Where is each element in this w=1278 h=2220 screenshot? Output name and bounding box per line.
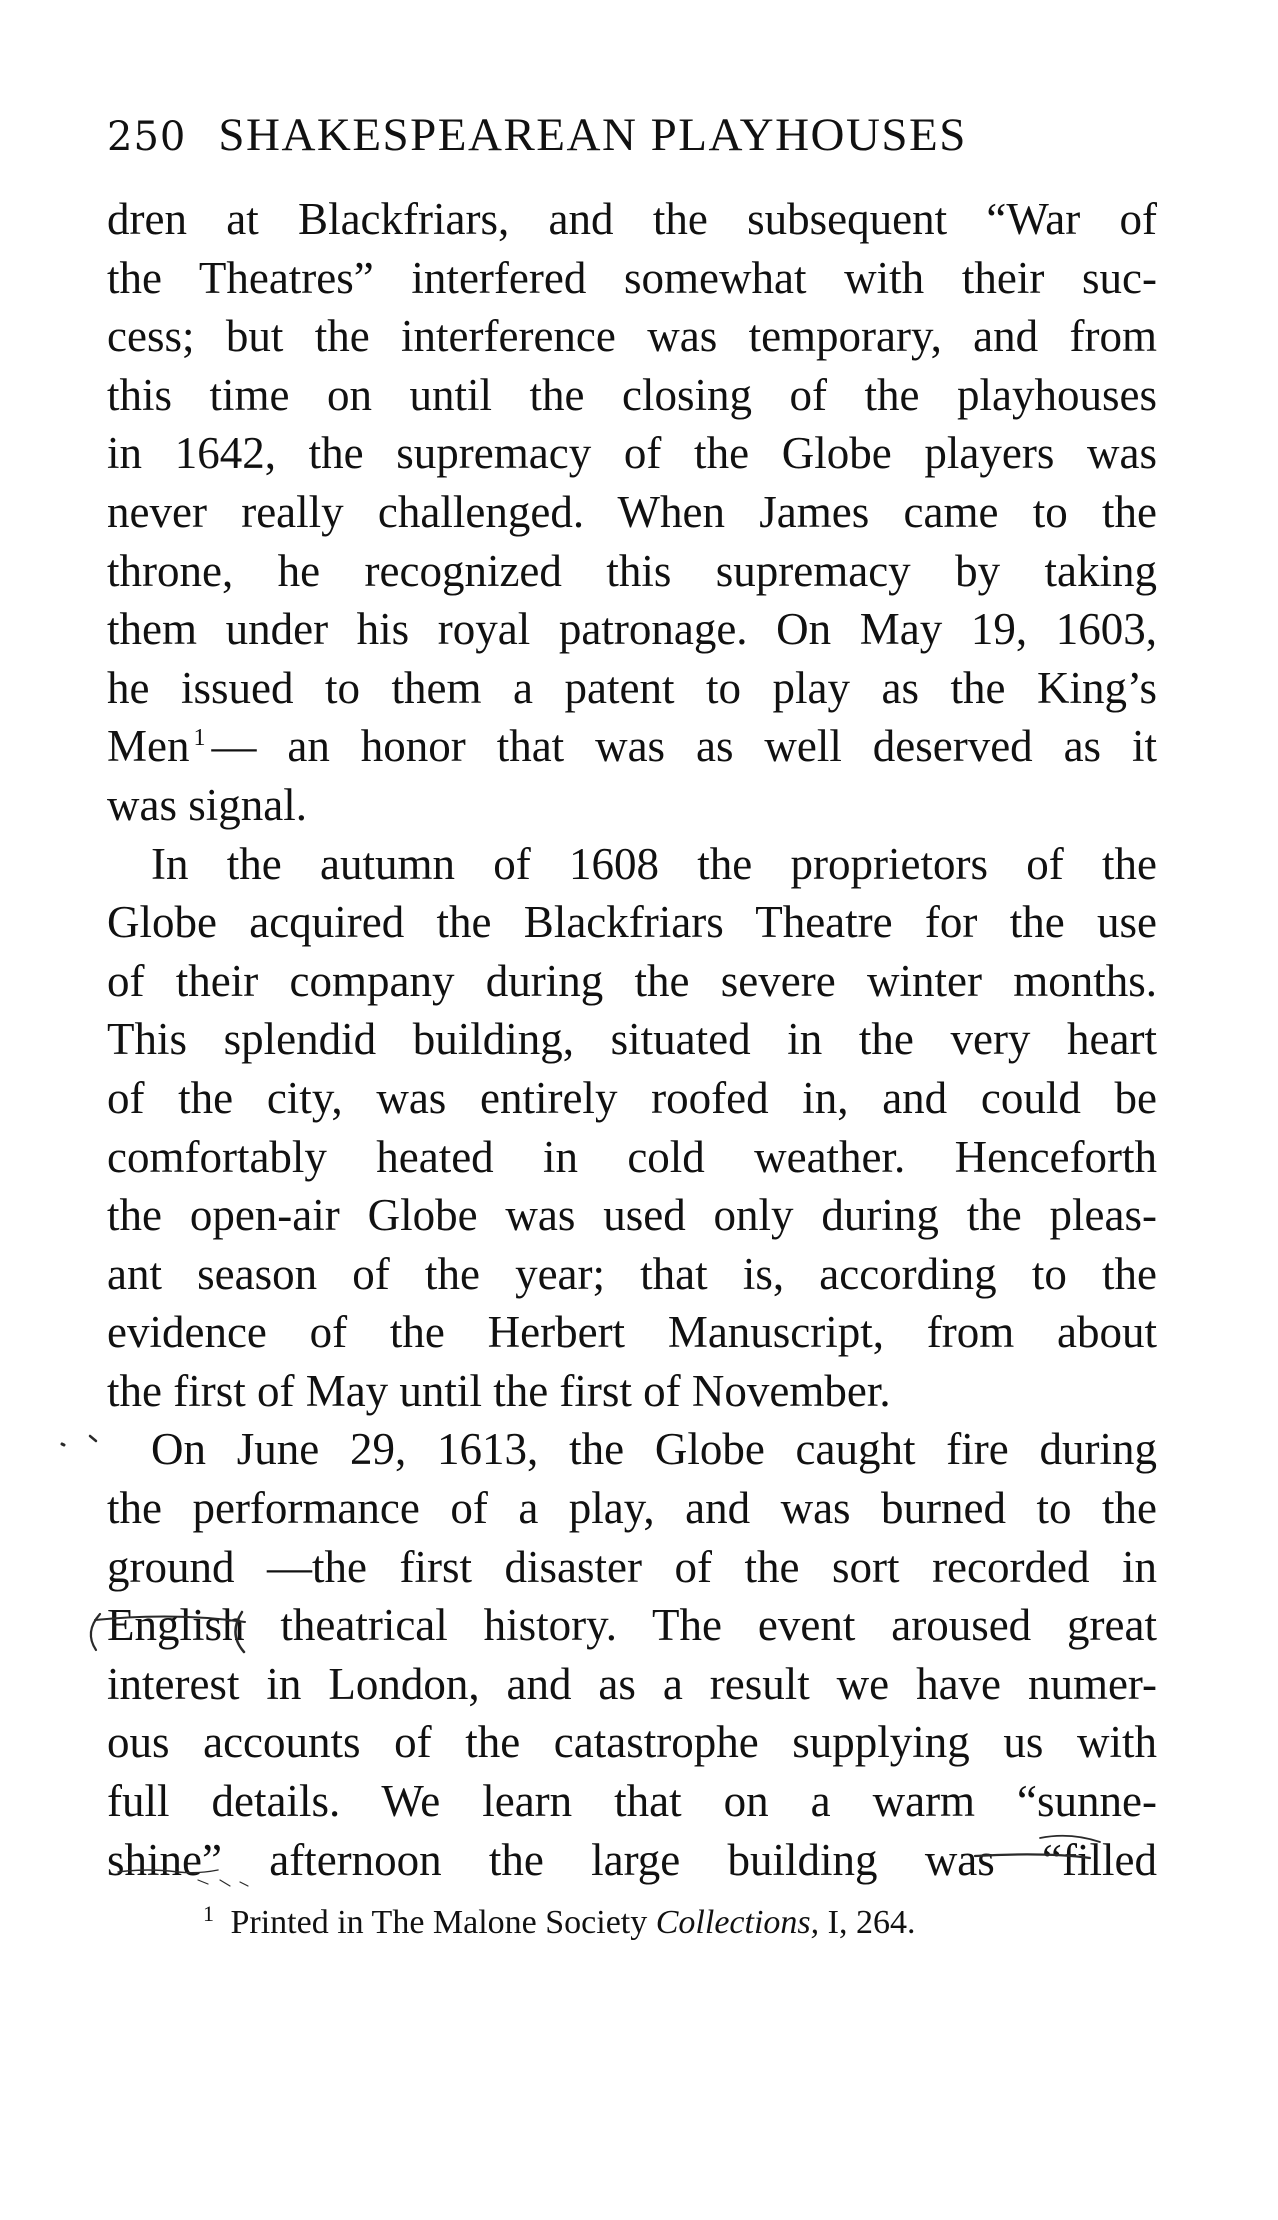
stray-mark: [90, 1436, 96, 1441]
running-head: [107, 108, 1157, 174]
text-line: cess; but the interference was temporary, and from: [107, 311, 1157, 362]
stray-mark: [62, 1444, 64, 1445]
text-line: shine” afternoon the large building was “filled: [107, 1834, 1157, 1885]
page-number: 250: [107, 114, 187, 160]
text-line: he issued to them a patent to play as the King’s: [107, 662, 1157, 713]
pencil-bracket: [91, 1614, 100, 1650]
text-line: Globe acquired the Blackfriars Theatre for the use: [107, 897, 1157, 948]
text-line: of the city, was entirely roofed in, and could be: [107, 1072, 1157, 1123]
text-line: ground —the first disaster of the sort recorded in: [107, 1541, 1157, 1592]
body-text: [107, 190, 1157, 1889]
text-line: In the autumn of 1608 the proprietors of the: [151, 838, 1157, 889]
text-line: On June 29, 1613, the Globe caught fire during: [151, 1424, 1157, 1475]
footnote-text: Printed in The Malone Society: [230, 1904, 648, 1942]
text-line: the Theatres” interfered somewhat with their suc-: [107, 252, 1157, 303]
running-title: SHAKESPEAREAN PLAYHOUSES: [218, 109, 967, 161]
text-line: in 1642, the supremacy of the Globe players was: [107, 428, 1157, 479]
text-line: of their company during the severe winter months.: [107, 955, 1157, 1006]
text-line: ant season of the year; that is, according to the: [107, 1248, 1157, 1299]
text-line: evidence of the Herbert Manuscript, from about: [107, 1307, 1157, 1358]
text-line: was signal.: [107, 779, 307, 830]
footnote-citation: I, 264.: [827, 1904, 916, 1942]
text-line: This splendid building, situated in the very heart: [107, 1014, 1157, 1065]
text-segment: — an honor that was as well deserved as it: [211, 721, 1157, 772]
text-line: this time on until the closing of the playhouses: [107, 369, 1157, 420]
text-line: full details. We learn that on a warm “sunne-: [107, 1776, 1157, 1827]
text-line: dren at Blackfriars, and the subsequent “War of: [107, 194, 1157, 244]
footnote: [107, 1900, 1157, 1943]
footnote-italic-title: Collections,: [655, 1904, 820, 1942]
text-line: them under his royal patronage. On May 19, 1603,: [107, 604, 1157, 655]
footnote-number: 1: [203, 1900, 214, 1926]
book-page: [107, 108, 1157, 1943]
text-line: throne, he recognized this supremacy by taking: [107, 545, 1157, 596]
text-line: comfortably heated in cold weather. Henceforth: [107, 1131, 1157, 1182]
text-line: ous accounts of the catastrophe supplying us with: [107, 1717, 1157, 1768]
text-line: the open-air Globe was used only during the pleas-: [107, 1190, 1157, 1241]
text-line: interest in London, and as a result we have numer-: [107, 1658, 1157, 1709]
text-line: the first of May until the first of November.: [107, 1365, 891, 1416]
footnote-reference: 1: [193, 725, 206, 752]
text-line: English theatrical history. The event aroused great: [107, 1600, 1157, 1651]
text-line: the performance of a play, and was burned to the: [107, 1483, 1157, 1534]
text-line: never really challenged. When James came to the: [107, 486, 1157, 537]
text-segment: Men: [107, 721, 190, 772]
text-line-with-footnote: [107, 717, 1157, 776]
